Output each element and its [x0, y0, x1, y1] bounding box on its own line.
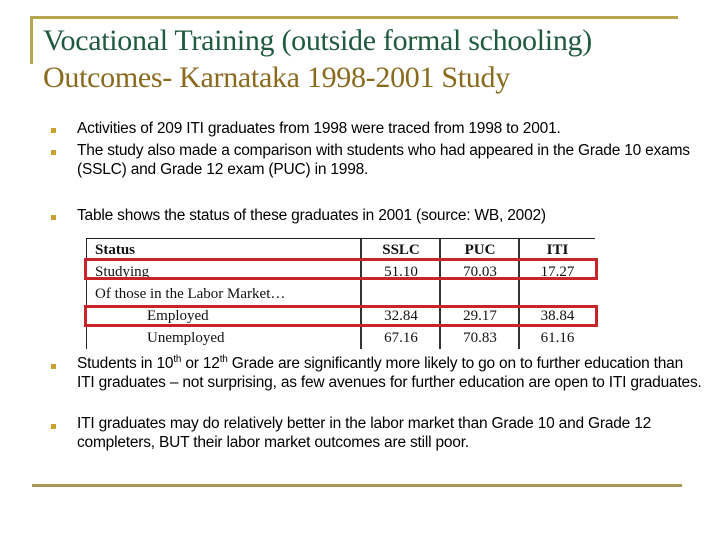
- bullet-text-4-part: or 12: [181, 355, 220, 372]
- bullet-text-4-part: Grade are significantly more likely to go on to further education than ITI graduates – not surprising, as few avenues for further education are open to ITI graduates.: [77, 355, 702, 391]
- footer-rule: [32, 484, 682, 487]
- bullet-text-4: [77, 354, 702, 392]
- table-header-iti: ITI: [546, 242, 569, 258]
- table-cell-puc: [441, 283, 519, 305]
- table-header-sslc: SSLC: [382, 242, 420, 258]
- status-table: [86, 238, 595, 349]
- table-row-labor-market: [87, 283, 595, 305]
- ordinal-suffix: th: [219, 353, 228, 365]
- highlight-box-studying: [84, 258, 598, 280]
- ordinal-suffix: th: [173, 353, 182, 365]
- bullet-text-2: The study also made a comparison with students who had appeared in the Grade 10 exams (SSLC) and Grade 12 exam (PUC) in 1998.: [77, 142, 690, 178]
- bullet-text-5: ITI graduates may do relatively better in the labor market than Grade 10 and Grade 12 completers, BUT their labor market outcomes are still poor.: [77, 415, 652, 451]
- slide-title-line-1: Vocational Training (outside formal schooling): [43, 24, 592, 57]
- square-bullet-icon: [51, 128, 56, 133]
- bullet-text-3: Table shows the status of these graduates in 2001 (source: WB, 2002): [77, 207, 546, 224]
- square-bullet-icon: [51, 150, 56, 155]
- table-cell-status: Employed: [147, 308, 209, 324]
- table-cell-sslc: [362, 283, 440, 305]
- table-cell-iti: 17.27: [540, 264, 575, 280]
- table-cell-sslc: 32.84: [384, 308, 418, 324]
- title-frame-left-rule: [30, 16, 33, 64]
- table-cell-status: Studying: [95, 264, 150, 280]
- table-cell-puc: 29.17: [463, 308, 497, 324]
- table-cell-status: Of those in the Labor Market…: [95, 286, 286, 302]
- bullet-text-1: Activities of 209 ITI graduates from 1998 were traced from 1998 to 2001.: [77, 120, 561, 137]
- table-cell-sslc: 67.16: [384, 330, 418, 346]
- square-bullet-icon: [51, 215, 56, 220]
- table-cell-sslc: 51.10: [384, 264, 418, 280]
- bullet-text-4-part: Students in 10: [77, 355, 174, 372]
- table-row-unemployed: [87, 327, 595, 349]
- table-cell-iti: 38.84: [540, 308, 575, 324]
- square-bullet-icon: [51, 424, 56, 429]
- table-cell-iti: 61.16: [540, 330, 575, 346]
- slide-title-line-2: Outcomes- Karnataka 1998-2001 Study: [43, 61, 510, 94]
- table-cell-status: Unemployed: [147, 330, 225, 346]
- title-frame-top-rule: [30, 16, 678, 19]
- highlight-box-employed: [84, 305, 598, 327]
- table-cell-puc: 70.83: [463, 330, 497, 346]
- square-bullet-icon: [51, 364, 56, 369]
- table-cell-puc: 70.03: [463, 264, 497, 280]
- table-cell-iti: [520, 283, 595, 305]
- slide-title: [43, 22, 592, 96]
- table-header-puc: PUC: [464, 242, 496, 258]
- table-header-status: Status: [95, 242, 136, 258]
